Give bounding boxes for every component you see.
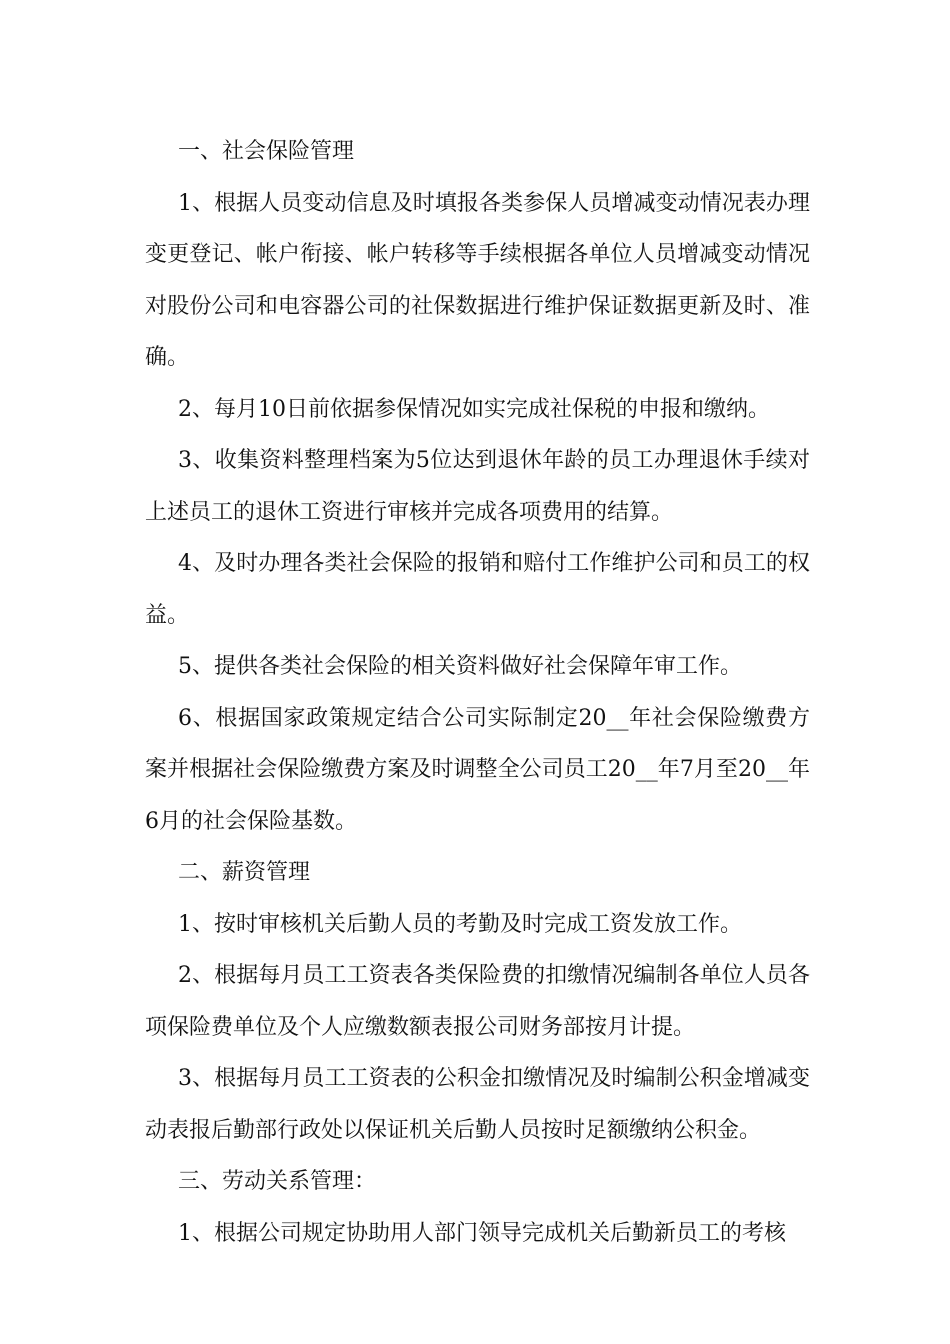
- paragraph: 2、根据每月员工工资表各类保险费的扣缴情况编制各单位人员各项保险费单位及个人应缴数额表报公司财务部按月计提。: [145, 963, 810, 1040]
- paragraph: 3、根据每月员工工资表的公积金扣缴情况及时编制公积金增减变动表报后勤部行政处以保证机关后勤人员按时足额缴纳公积金。: [145, 1066, 810, 1143]
- paragraph: 5、提供各类社会保险的相关资料做好社会保障年审工作。: [178, 654, 742, 679]
- paragraph: 4、及时办理各类社会保险的报销和赔付工作维护公司和员工的权益。: [145, 551, 810, 628]
- paragraph: 6、根据国家政策规定结合公司实际制定20__年社会保险缴费方案并根据社会保险缴费方案及时调整全公司员工20__年7月至20__年6月的社会保险基数。: [145, 705, 810, 834]
- paragraph: 1、根据人员变动信息及时填报各类参保人员增减变动情况表办理变更登记、帐户衔接、帐户转移等手续根据各单位人员增减变动情况对股份公司和电容器公司的社保数据进行维护保证数据更新及时、准确。: [145, 190, 810, 370]
- section-heading-salary: 二、薪资管理: [178, 860, 311, 885]
- paragraph: 3、收集资料整理档案为5位达到退休年龄的员工办理退休手续对上述员工的退休工资进行审核并完成各项费用的结算。: [145, 448, 810, 525]
- paragraph: 1、按时审核机关后勤人员的考勤及时完成工资发放工作。: [178, 911, 742, 937]
- paragraph: 1、根据公司规定协助用人部门领导完成机关后勤新员工的考核: [178, 1220, 786, 1246]
- section-heading-labor-relations: 三、劳动关系管理：: [178, 1169, 377, 1194]
- document-body: [145, 126, 810, 1259]
- section-heading-social-insurance: 一、社会保险管理: [178, 139, 355, 164]
- paragraph: 2、每月10日前依据参保情况如实完成社保税的申报和缴纳。: [178, 396, 770, 422]
